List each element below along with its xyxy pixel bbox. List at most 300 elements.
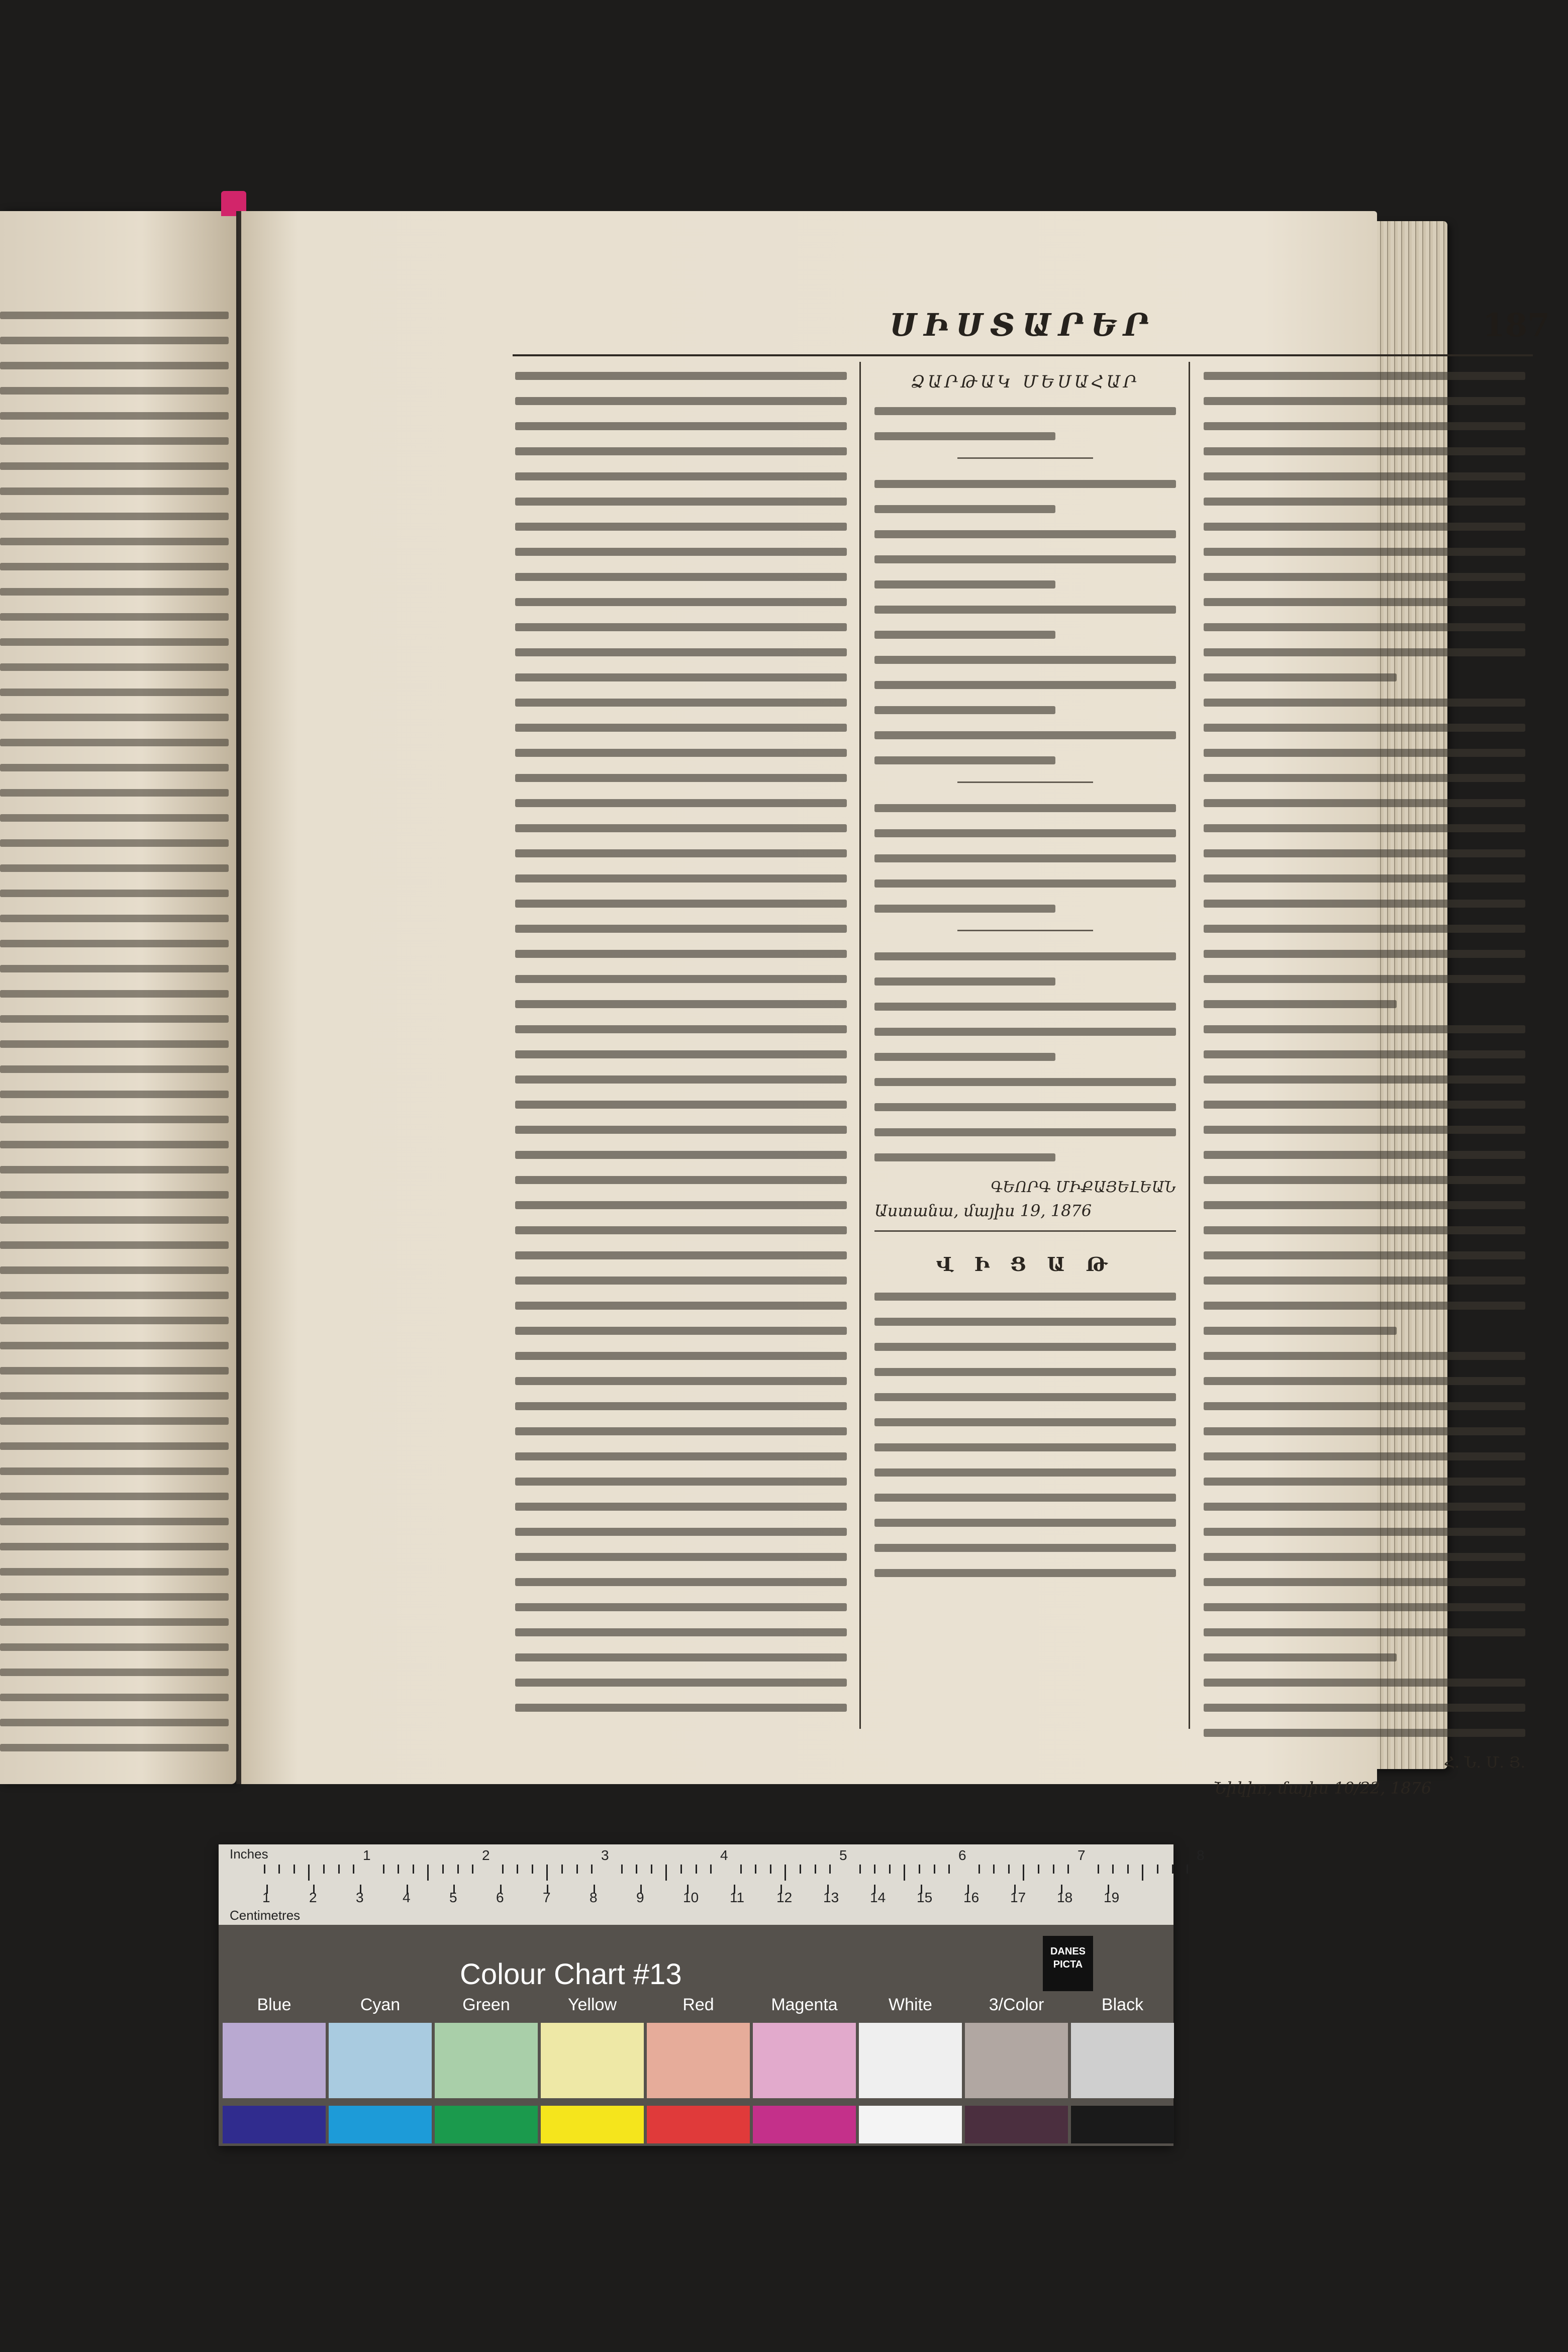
ruler-tick <box>1038 1865 1039 1874</box>
text-line <box>0 1618 229 1626</box>
paragraph-rule <box>957 930 1093 931</box>
cm-number: 2 <box>309 1890 317 1905</box>
cm-number: 10 <box>683 1890 699 1905</box>
right-page <box>241 211 1550 1798</box>
text-line <box>874 1569 1176 1577</box>
ruler-tick <box>874 1865 875 1874</box>
ruler-tick <box>532 1865 533 1874</box>
text-line <box>1204 1704 1525 1712</box>
ruler-tick <box>785 1865 786 1881</box>
header-rule <box>513 354 1533 356</box>
page-number: 187 <box>1483 307 1550 344</box>
text-line <box>0 1367 229 1375</box>
cm-number: 11 <box>730 1890 745 1905</box>
inch-number: 7 <box>1077 1847 1086 1863</box>
text-line <box>1204 1201 1525 1209</box>
cm-number: 5 <box>449 1890 457 1905</box>
text-line <box>515 623 847 631</box>
text-line <box>1204 1000 1397 1008</box>
text-line <box>874 1519 1176 1527</box>
text-line <box>1204 1503 1525 1511</box>
text-line <box>1204 1176 1525 1184</box>
swatch-dark <box>329 2106 432 2143</box>
text-line <box>1204 1427 1525 1435</box>
text-line <box>0 513 229 520</box>
ruler-tick <box>308 1865 310 1881</box>
ruler-tick <box>755 1865 756 1874</box>
text-line <box>515 1302 847 1310</box>
cm-number: 4 <box>403 1890 411 1905</box>
cm-number: 9 <box>636 1890 644 1905</box>
ruler-tick <box>323 1865 325 1874</box>
text-line <box>1204 1729 1525 1737</box>
swatch-label: Blue <box>257 1995 291 2014</box>
swatch-light <box>541 2023 644 2098</box>
text-line <box>874 505 1055 513</box>
text-line <box>1204 1302 1525 1310</box>
text-line <box>0 613 229 621</box>
text-line <box>1204 950 1525 958</box>
text-line <box>515 1251 847 1259</box>
text-line <box>515 498 847 506</box>
text-line <box>1204 900 1525 908</box>
ruler-tick <box>829 1865 831 1874</box>
ruler-tick <box>576 1865 578 1874</box>
text-line <box>0 1040 229 1048</box>
ruler-tick <box>427 1865 429 1881</box>
text-line <box>515 1578 847 1586</box>
swatch-dark <box>223 2106 326 2143</box>
text-line <box>1204 1528 1525 1536</box>
inches-label: Inches <box>230 1846 268 1861</box>
text-line <box>515 699 847 707</box>
text-line <box>1204 548 1525 556</box>
text-line <box>515 1352 847 1360</box>
text-line <box>1204 1478 1525 1486</box>
ruler-tick <box>293 1865 295 1874</box>
text-line <box>1204 1377 1525 1385</box>
ruler-tick <box>978 1865 980 1874</box>
text-line <box>515 648 847 656</box>
text-line <box>515 1327 847 1335</box>
text-line <box>0 538 229 545</box>
text-line <box>1204 925 1525 933</box>
text-line <box>515 472 847 480</box>
text-line <box>515 724 847 732</box>
left-page-text <box>0 312 229 1769</box>
text-line <box>0 1719 229 1726</box>
inch-scale <box>219 1844 1205 1884</box>
inch-number: 2 <box>482 1847 490 1863</box>
text-line <box>515 397 847 405</box>
swatch-light <box>753 2023 856 2098</box>
column-rule-2 <box>1189 362 1190 1729</box>
text-line <box>874 1128 1176 1136</box>
text-line <box>0 689 229 696</box>
cm-number: 12 <box>776 1890 793 1905</box>
text-line <box>0 638 229 646</box>
text-line <box>874 1393 1176 1401</box>
ruler-tick <box>904 1865 905 1881</box>
text-line <box>515 598 847 606</box>
text-line <box>515 874 847 883</box>
text-line <box>515 1402 847 1410</box>
text-line <box>0 1392 229 1400</box>
text-line <box>515 975 847 983</box>
swatch-light <box>329 2023 432 2098</box>
text-line <box>874 606 1176 614</box>
text-line <box>0 663 229 671</box>
text-line <box>0 588 229 596</box>
text-line <box>1204 573 1525 581</box>
text-line <box>0 1669 229 1676</box>
text-line <box>874 1003 1176 1011</box>
text-line <box>1204 1050 1525 1058</box>
cm-number: 18 <box>1057 1890 1073 1905</box>
ruler-tick <box>472 1865 473 1874</box>
text-line <box>874 952 1176 960</box>
text-line <box>874 1103 1176 1111</box>
paragraph-rule <box>957 457 1093 459</box>
text-line <box>0 789 229 797</box>
ruler-tick <box>442 1865 444 1874</box>
text-line <box>515 1025 847 1033</box>
text-line <box>0 864 229 872</box>
text-line <box>874 1318 1176 1326</box>
text-line <box>1204 1603 1525 1611</box>
text-line <box>1204 774 1525 782</box>
text-line <box>515 1528 847 1536</box>
swatch-label: 3/Color <box>989 1995 1044 2014</box>
ruler-tick <box>353 1865 354 1874</box>
text-line <box>874 580 1055 589</box>
ruler-tick <box>621 1865 623 1874</box>
ruler-tick <box>919 1865 920 1874</box>
text-line <box>515 1603 847 1611</box>
cm-number: 1 <box>262 1890 270 1905</box>
text-line <box>874 555 1176 563</box>
text-line <box>1204 724 1525 732</box>
text-line <box>1204 749 1525 757</box>
text-line <box>1204 1101 1525 1109</box>
text-line <box>1204 447 1525 455</box>
text-line <box>1204 1327 1397 1335</box>
text-line <box>515 749 847 757</box>
text-line <box>0 1141 229 1148</box>
text-line <box>874 706 1055 714</box>
ruler-tick <box>1023 1865 1024 1881</box>
column-2-section-title: Վ Ի Ց Ա Թ <box>936 1253 1115 1276</box>
text-line <box>515 1653 847 1661</box>
text-line <box>874 731 1176 739</box>
cm-number: 6 <box>496 1890 504 1905</box>
swatch-light <box>859 2023 962 2098</box>
text-line <box>874 1053 1055 1061</box>
text-line <box>0 1442 229 1450</box>
ruler-tick <box>1098 1865 1099 1874</box>
text-line <box>874 1368 1176 1376</box>
text-line <box>515 1503 847 1511</box>
swatch-light <box>435 2023 538 2098</box>
text-line <box>0 387 229 395</box>
text-line <box>0 1065 229 1073</box>
text-line <box>515 1478 847 1486</box>
text-line <box>1204 1251 1525 1259</box>
text-line <box>1204 1075 1525 1084</box>
running-head: ՍԻՍՏԱՐԵՐ <box>890 307 1156 343</box>
column-1 <box>515 372 847 1729</box>
inch-number: 5 <box>839 1847 847 1863</box>
ruler-tick <box>561 1865 563 1874</box>
text-line <box>515 573 847 581</box>
ruler-tick <box>889 1865 891 1874</box>
text-line <box>1204 1679 1525 1687</box>
ruler-tick <box>502 1865 504 1874</box>
text-line <box>515 372 847 380</box>
text-line <box>0 739 229 746</box>
swatch-label: Black <box>1101 1995 1144 2014</box>
text-line <box>515 1704 847 1712</box>
ruler-tick <box>1172 1865 1173 1874</box>
text-line <box>515 1176 847 1184</box>
text-line <box>1204 799 1525 807</box>
text-line <box>0 487 229 495</box>
text-line <box>515 1628 847 1636</box>
text-line <box>0 1266 229 1274</box>
text-line <box>874 407 1176 415</box>
text-line <box>874 829 1176 837</box>
inch-number: 1 <box>363 1847 371 1863</box>
text-line <box>1204 1126 1525 1134</box>
swatch-light <box>223 2023 326 2098</box>
text-line <box>0 437 229 445</box>
text-line <box>874 756 1055 764</box>
swatch-label: Green <box>462 1995 510 2014</box>
swatch-dark <box>753 2106 856 2143</box>
text-line <box>515 1101 847 1109</box>
text-line <box>515 799 847 807</box>
ruler-tick <box>1187 1865 1188 1874</box>
text-line <box>515 950 847 958</box>
danes-picta-logo: DANES PICTA <box>1043 1936 1093 1991</box>
inch-number: 4 <box>720 1847 728 1863</box>
text-line <box>1204 1553 1525 1561</box>
text-line <box>1204 1402 1525 1410</box>
swatch-dark <box>859 2106 962 2143</box>
text-line <box>515 1553 847 1561</box>
text-line <box>515 1427 847 1435</box>
text-line <box>0 764 229 771</box>
text-line <box>1204 1578 1525 1586</box>
column-2-signature: ԳԵՈՐԳ ՄԻՔԱՅԵԼԵԱՆ <box>991 1179 1176 1196</box>
text-line <box>0 1342 229 1349</box>
ruler-tick <box>1142 1865 1143 1881</box>
text-line <box>0 337 229 344</box>
open-book <box>0 166 1550 1824</box>
ruler-tick <box>680 1865 682 1874</box>
text-line <box>1204 648 1525 656</box>
text-line <box>0 1417 229 1425</box>
ruler-tick <box>1008 1865 1010 1874</box>
text-line <box>0 312 229 319</box>
column-3-dateline: Նիկիո, մայիս 10/22, 1876 <box>1214 1779 1432 1798</box>
ruler-tick <box>398 1865 399 1874</box>
text-line <box>1204 1151 1525 1159</box>
text-line <box>1204 824 1525 832</box>
text-line <box>874 631 1055 639</box>
ruler-tick <box>993 1865 995 1874</box>
inch-number: 6 <box>958 1847 966 1863</box>
text-line <box>0 990 229 998</box>
ruler-tick <box>517 1865 518 1874</box>
text-line <box>515 447 847 455</box>
ruler-tick <box>948 1865 950 1874</box>
text-line <box>1204 699 1525 707</box>
text-line <box>515 1377 847 1385</box>
text-line <box>0 1191 229 1199</box>
cm-number: 8 <box>590 1890 598 1905</box>
text-line <box>0 940 229 947</box>
ruler-tick <box>815 1865 816 1874</box>
swatch-label: White <box>889 1995 932 2014</box>
text-line <box>0 462 229 470</box>
text-line <box>515 548 847 556</box>
text-line <box>1204 472 1525 480</box>
paragraph-rule <box>957 781 1093 783</box>
text-line <box>874 804 1176 812</box>
text-line <box>874 1544 1176 1552</box>
text-line <box>874 656 1176 664</box>
text-line <box>1204 523 1525 531</box>
text-line <box>0 1317 229 1324</box>
centimetre-scale <box>219 1885 1173 1925</box>
text-line <box>1204 1277 1525 1285</box>
text-line <box>1204 1628 1525 1636</box>
text-line <box>1204 975 1525 983</box>
text-line <box>0 915 229 922</box>
swatch-labels <box>219 1995 1173 2020</box>
text-line <box>0 890 229 897</box>
swatch-dark <box>1071 2106 1174 2143</box>
text-line <box>0 362 229 369</box>
ruler-tick <box>413 1865 414 1874</box>
column-3-initials: Հ. Ն. Մ. Յ. <box>1444 1754 1525 1772</box>
text-line <box>0 714 229 721</box>
text-line <box>515 824 847 832</box>
ruler-tick <box>546 1865 548 1881</box>
swatch-dark <box>647 2106 750 2143</box>
measuring-ruler <box>219 1844 1205 1925</box>
text-line <box>0 1744 229 1751</box>
ruler-tick <box>1127 1865 1129 1874</box>
text-line <box>515 422 847 430</box>
ruler-tick <box>859 1865 861 1874</box>
swatch-label: Red <box>682 1995 714 2014</box>
swatch-label: Magenta <box>771 1995 838 2014</box>
colour-chart-title: Colour Chart #13 <box>460 1958 682 1991</box>
text-line <box>874 1028 1176 1036</box>
text-line <box>515 1075 847 1084</box>
ruler-tick <box>770 1865 771 1874</box>
text-line <box>0 1292 229 1299</box>
ruler-tick <box>800 1865 801 1874</box>
text-line <box>515 1277 847 1285</box>
text-line <box>0 1643 229 1651</box>
text-line <box>1204 498 1525 506</box>
left-page <box>0 211 236 1784</box>
text-line <box>874 1293 1176 1301</box>
ruler-tick <box>696 1865 697 1874</box>
swatch-dark <box>435 2106 538 2143</box>
text-line <box>1204 598 1525 606</box>
text-line <box>1204 874 1525 883</box>
text-line <box>515 1452 847 1460</box>
swatch-light <box>965 2023 1068 2098</box>
ruler-tick <box>710 1865 712 1874</box>
text-line <box>1204 1352 1525 1360</box>
colour-chart <box>219 1844 1205 2146</box>
text-line <box>1204 397 1525 405</box>
ruler-tick <box>1053 1865 1054 1874</box>
swatch-light <box>1071 2023 1174 2098</box>
ruler-tick <box>651 1865 652 1874</box>
cm-number: 14 <box>870 1890 886 1905</box>
cm-number: 19 <box>1104 1890 1120 1905</box>
inch-number: 3 <box>601 1847 609 1863</box>
ruler-tick <box>383 1865 384 1874</box>
text-line <box>0 1091 229 1098</box>
text-line <box>874 1343 1176 1351</box>
text-line <box>0 814 229 822</box>
text-line <box>874 480 1176 488</box>
text-line <box>515 523 847 531</box>
column-rule-1 <box>859 362 861 1729</box>
text-line <box>1204 1452 1525 1460</box>
text-line <box>0 1241 229 1249</box>
text-line <box>0 965 229 972</box>
text-line <box>515 849 847 857</box>
ruler-tick <box>278 1865 280 1874</box>
column-2-title: ՁԱՐԹԱԿ ՄԵՍԱՀԱՐ <box>911 372 1140 392</box>
ruler-tick <box>1112 1865 1114 1874</box>
cm-number: 16 <box>963 1890 979 1905</box>
swatch-dark <box>541 2106 644 2143</box>
ruler-tick <box>591 1865 593 1874</box>
text-line <box>874 905 1055 913</box>
text-line <box>1204 422 1525 430</box>
text-line <box>0 1166 229 1173</box>
ruler-tick <box>457 1865 459 1874</box>
text-line <box>0 839 229 847</box>
text-line <box>874 1078 1176 1086</box>
text-line <box>515 673 847 681</box>
column-2 <box>874 372 1176 1594</box>
text-line <box>0 1216 229 1224</box>
inch-number: 8 <box>1197 1847 1205 1863</box>
text-line <box>874 1468 1176 1477</box>
cm-number: 3 <box>356 1890 364 1905</box>
ruler-tick <box>264 1865 265 1874</box>
text-line <box>0 1694 229 1701</box>
text-line <box>1204 1025 1525 1033</box>
text-line <box>874 1153 1055 1161</box>
text-line <box>515 1679 847 1687</box>
text-line <box>515 774 847 782</box>
ruler-tick <box>934 1865 935 1874</box>
text-line <box>515 1201 847 1209</box>
text-line <box>0 412 229 420</box>
cm-number: 7 <box>543 1890 551 1905</box>
